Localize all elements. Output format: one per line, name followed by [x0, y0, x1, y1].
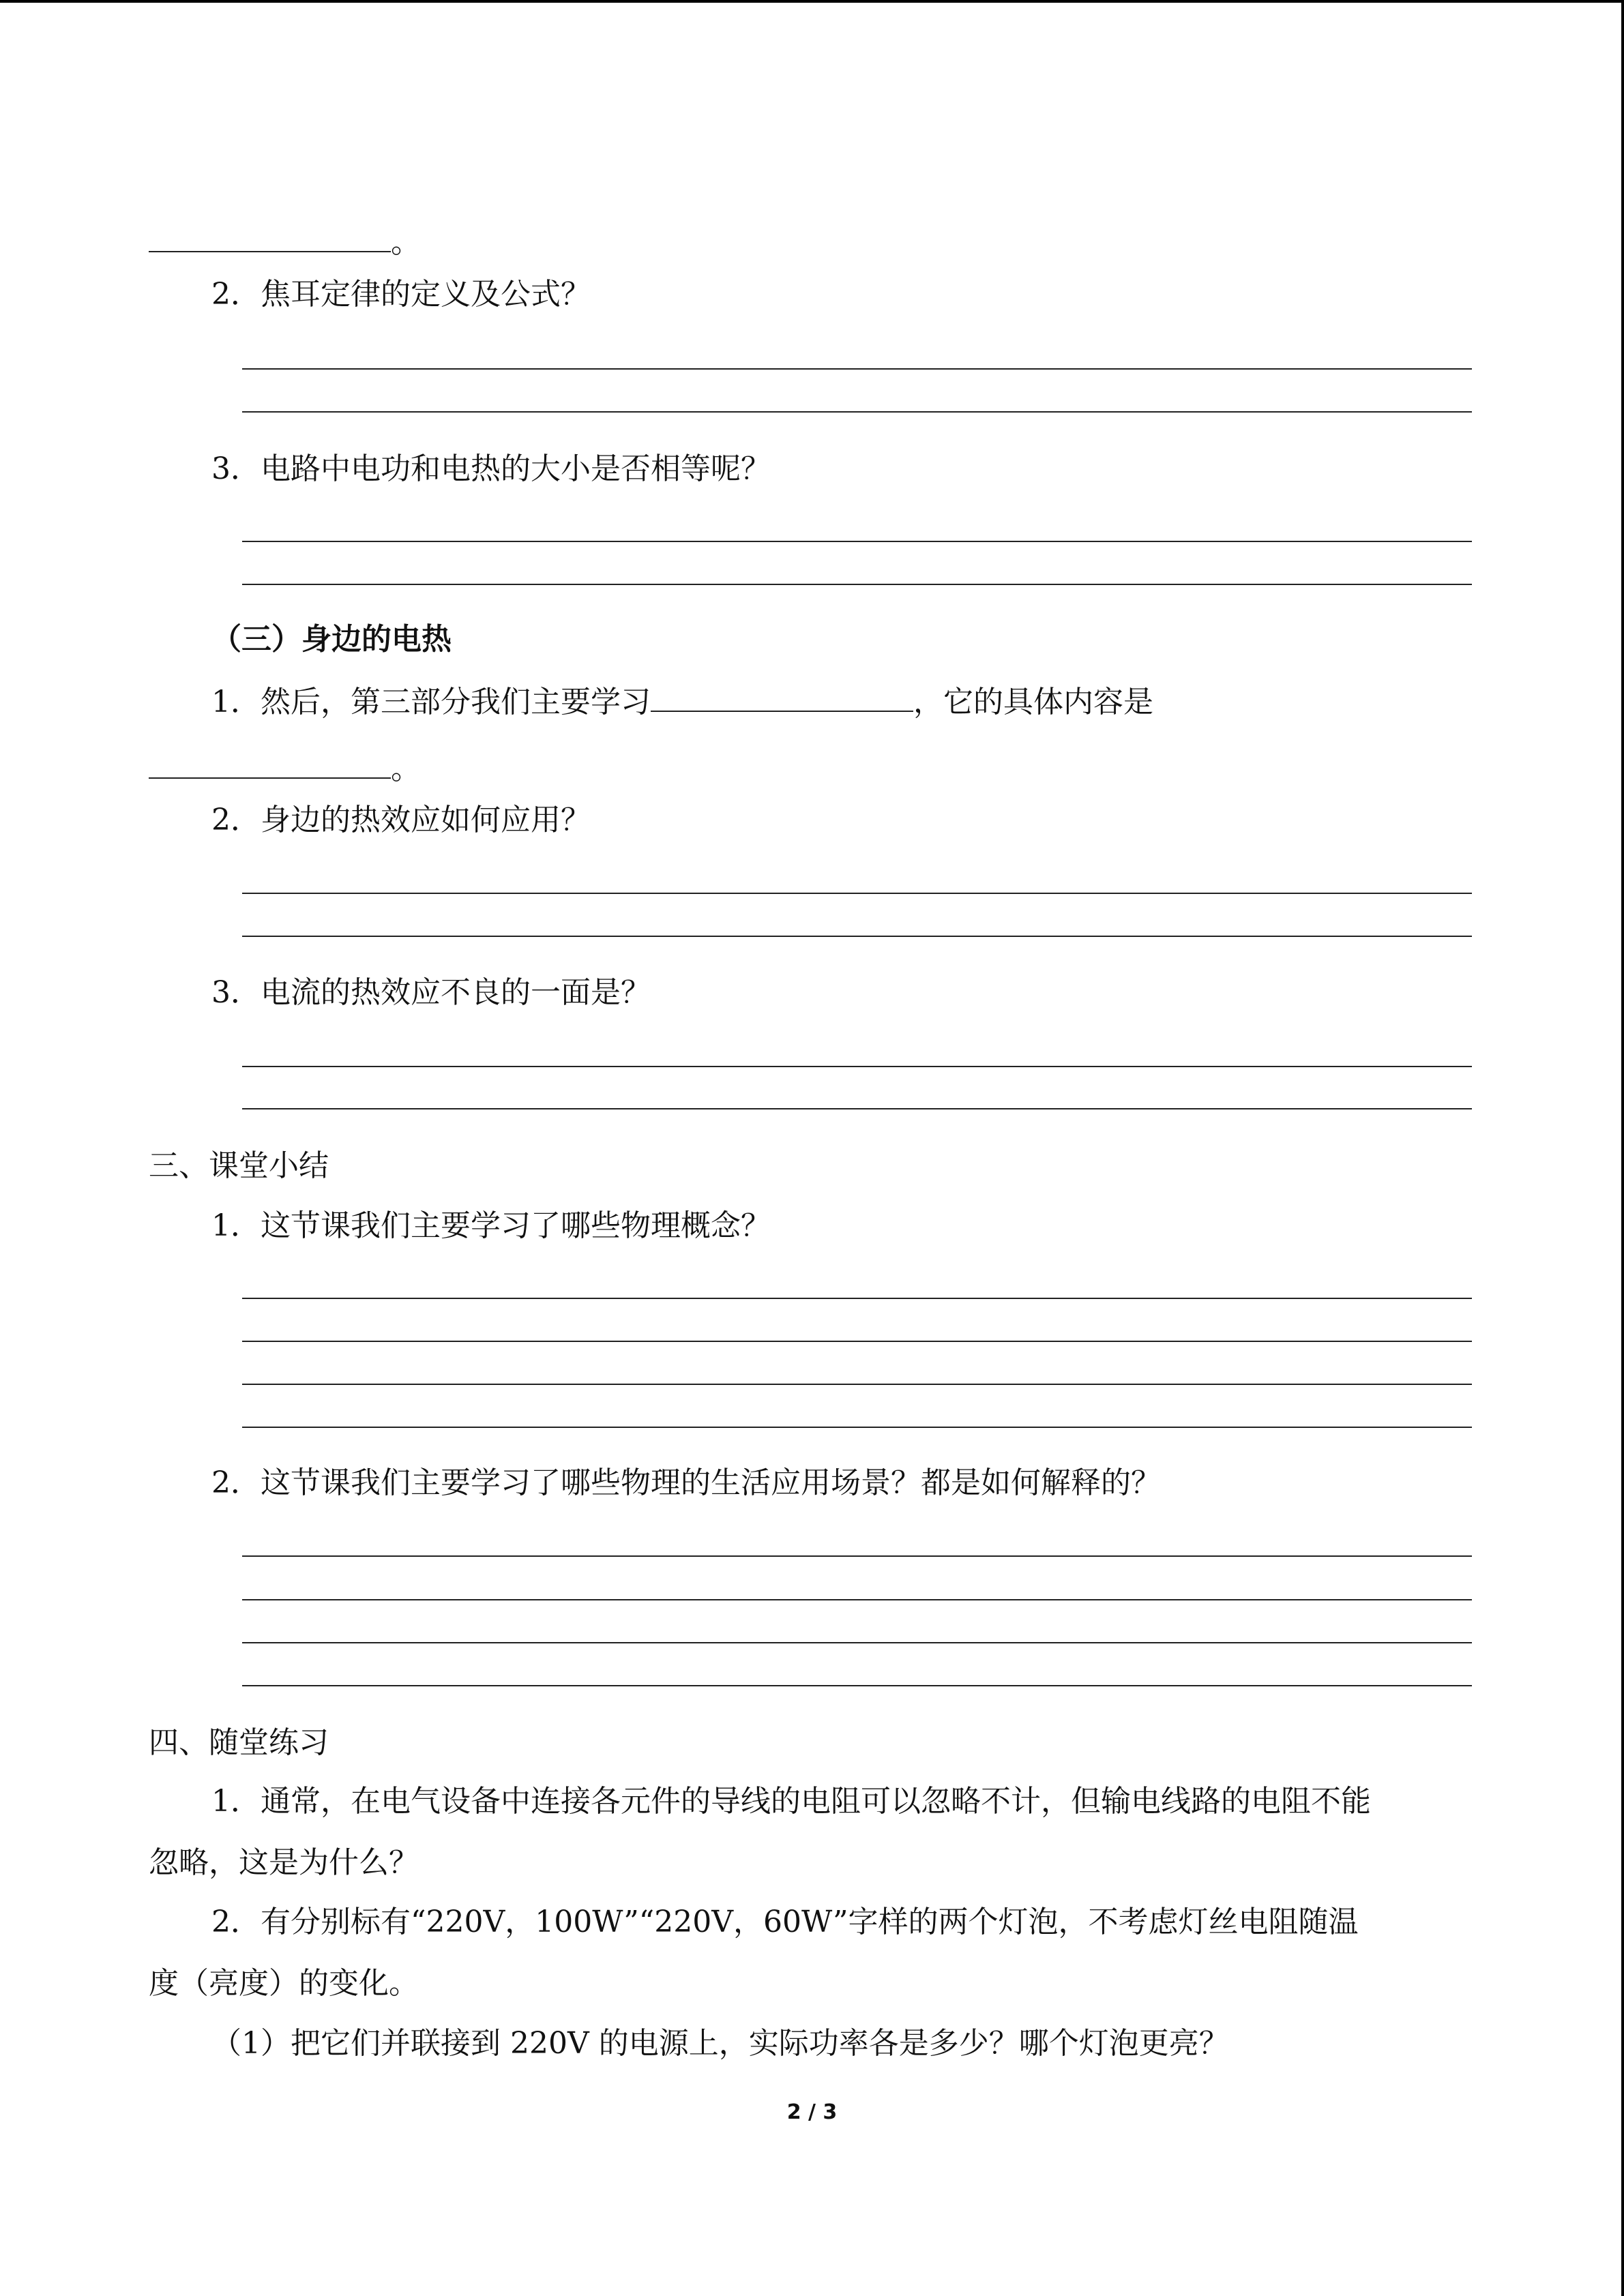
page-number: 2 / 3: [786, 2100, 838, 2124]
section3-question-2: 2．身边的热效应如何应用？: [211, 803, 591, 837]
question-2-joule-law: 2．焦耳定律的定义及公式？: [211, 277, 591, 312]
section-heading-3: （三）身边的电热: [211, 622, 452, 657]
answer-line[interactable]: [242, 1555, 1472, 1557]
question-3-work-heat: 3．电路中电功和电热的大小是否相等呢？: [211, 451, 771, 486]
answer-line[interactable]: [242, 1108, 1472, 1109]
fill-blank[interactable]: [149, 746, 391, 779]
period: 。: [391, 751, 421, 786]
answer-line[interactable]: [242, 1384, 1472, 1385]
practice-1-line1: 1．通常，在电气设备中连接各元件的导线的电阻可以忽略不计，但输电线路的电阻不能: [211, 1784, 1371, 1819]
section3-question-3: 3．电流的热效应不良的一面是？: [211, 975, 651, 1010]
practice-2-sub-1: （1）把它们并联接到 220V 的电源上，实际功率各是多少？哪个灯泡更亮？: [211, 2026, 1229, 2061]
fill-blank[interactable]: [149, 220, 391, 252]
practice-2-line1: 2．有分别标有“220V，100W”“220V，60W”字样的两个灯泡，不考虑灯丝电阻随温: [211, 1905, 1359, 1939]
answer-line[interactable]: [242, 1427, 1472, 1428]
page-border-right: [1621, 0, 1624, 2296]
answer-line[interactable]: [242, 1685, 1472, 1686]
answer-blank-line: [149, 220, 421, 263]
answer-line[interactable]: [242, 1298, 1472, 1299]
answer-line[interactable]: [242, 936, 1472, 937]
summary-heading: 三、课堂小结: [149, 1148, 329, 1183]
practice-1-line2: 忽略，这是为什么？: [149, 1845, 419, 1880]
answer-line[interactable]: [242, 584, 1472, 585]
fill-blank[interactable]: [651, 679, 913, 712]
period: 。: [391, 225, 421, 260]
page-border-top: [0, 0, 1624, 3]
answer-line[interactable]: [242, 1642, 1472, 1643]
q1-prefix: 1．然后，第三部分我们主要学习: [211, 685, 651, 719]
section3-question-1: [211, 679, 1153, 723]
answer-line[interactable]: [242, 541, 1472, 542]
practice-2-line2: 度（亮度）的变化。: [149, 1966, 419, 2001]
answer-blank-line: [149, 746, 421, 790]
summary-question-1: 1．这节课我们主要学习了哪些物理概念？: [211, 1208, 771, 1243]
answer-line[interactable]: [242, 1341, 1472, 1342]
answer-line[interactable]: [242, 893, 1472, 894]
summary-question-2: 2．这节课我们主要学习了哪些物理的生活应用场景？都是如何解释的？: [211, 1465, 1161, 1500]
practice-heading: 四、随堂练习: [149, 1725, 329, 1760]
q1-suffix: ，它的具体内容是: [913, 685, 1153, 719]
answer-line[interactable]: [242, 1066, 1472, 1067]
answer-line[interactable]: [242, 1599, 1472, 1600]
answer-line[interactable]: [242, 368, 1472, 370]
answer-line[interactable]: [242, 411, 1472, 413]
